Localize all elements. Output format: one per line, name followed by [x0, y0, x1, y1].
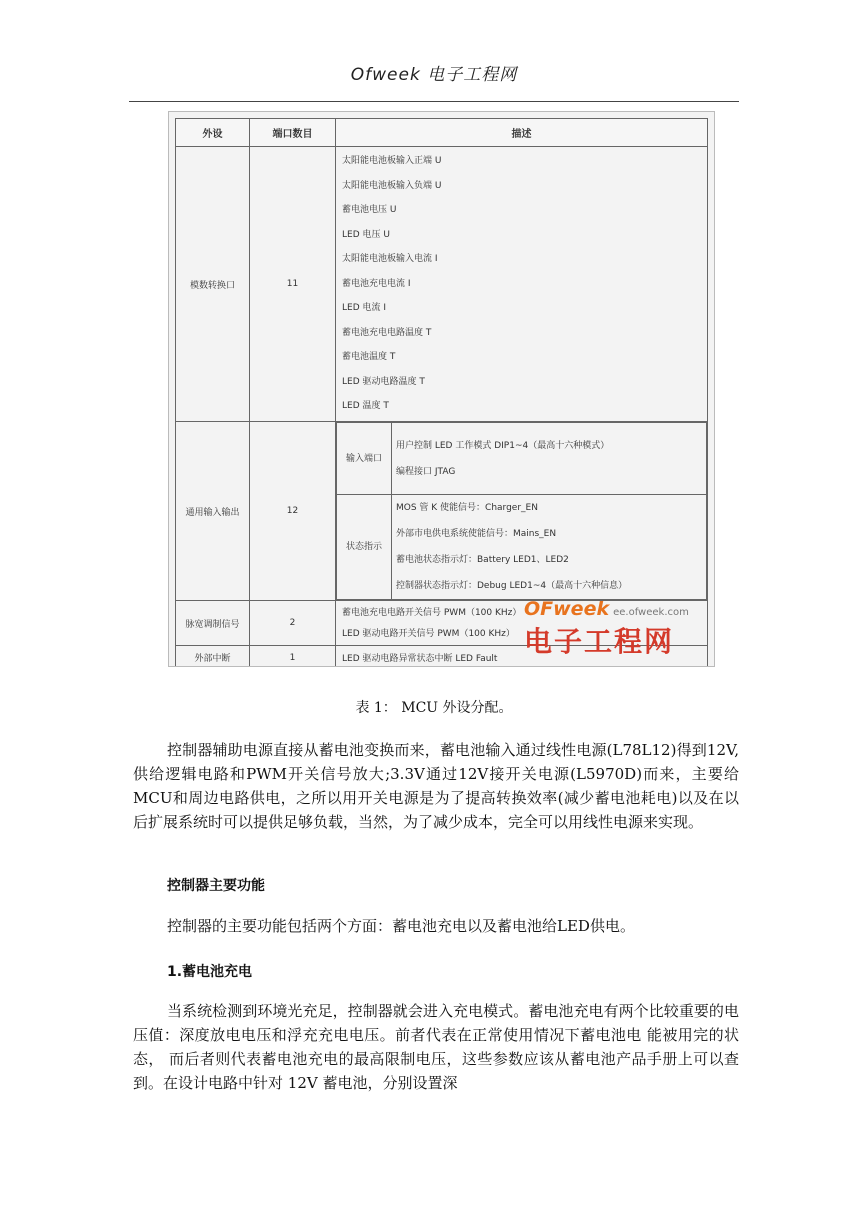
heading-battery-charging: 1.蓄电池充电 — [167, 964, 253, 980]
adc-name: 模数转换口 — [176, 147, 250, 422]
list-item: MOS 管 K 使能信号：Charger_EN — [396, 503, 538, 513]
list-item: 蓄电池充电电流 I — [342, 278, 411, 289]
peripheral-table — [175, 118, 708, 667]
list-item: 太阳能电池板输入正端 U — [342, 156, 442, 166]
adc-count: 11 — [250, 147, 336, 422]
pwm-name: 脉宽调制信号 — [176, 601, 250, 646]
list-item: LED 电流 I — [342, 303, 387, 313]
peripheral-table-image — [168, 111, 715, 667]
pwm-count: 2 — [250, 601, 336, 646]
list-item: 蓄电池电压 U — [342, 205, 397, 215]
col-header-port-count: 端口数目 — [250, 119, 336, 147]
heading-main-functions: 控制器主要功能 — [167, 878, 265, 894]
list-item: 外部市电供电系统使能信号：Mains_EN — [396, 529, 557, 539]
gpio-description — [336, 422, 708, 601]
table-caption: 表 1： MCU 外设分配。 — [355, 700, 513, 716]
table-row-gpio — [176, 422, 708, 601]
watermark-url: ee.ofweek.com — [613, 607, 689, 618]
gpio-input-items — [392, 423, 707, 495]
header-divider — [129, 101, 739, 102]
gpio-input-label: 输入端口 — [337, 423, 392, 495]
list-item: LED 驱动电路温度 T — [342, 376, 425, 387]
gpio-count: 12 — [250, 422, 336, 601]
list-item: 控制器状态指示灯：Debug LED1~4（最高十六种信息） — [396, 581, 628, 591]
ext-count: 1 — [250, 646, 336, 668]
list-item: LED 电压 U — [342, 229, 390, 240]
ext-description: LED 驱动电路异常状态中断 LED Fault — [336, 646, 708, 668]
gpio-name: 通用输入输出 — [176, 422, 250, 601]
gpio-status-items — [392, 495, 707, 600]
paragraph-power-supply: 控制器辅助电源直接从蓄电池变换而来，蓄电池输入通过线性电源(L78L12)得到12V,供给逻辑电路和PWM开关信号放大;3.3V通过12V接开关电源(L5970D)而来，主要给MCU和周边电路供电，之所以用开关电源是为了提高转换效率(减少蓄电池耗电)以及在以后扩展系统时可以提供足够负载，当然，为了减少成本，完全可以用线性电源来实现。 — [133, 741, 739, 831]
list-item: 太阳能电池板输入电流 I — [342, 254, 438, 264]
adc-description — [336, 147, 708, 422]
watermark-logo: OFweek — [524, 598, 610, 620]
ofweek-watermark — [524, 598, 714, 664]
list-item: 太阳能电池板输入负端 U — [342, 180, 442, 191]
col-header-description: 描述 — [336, 119, 708, 147]
list-item: 蓄电池温度 T — [342, 352, 396, 362]
list-item: LED 驱动电路开关信号 PWM（100 KHz） — [342, 629, 515, 639]
table-row-adc — [176, 147, 708, 422]
list-item: 蓄电池充电电路开关信号 PWM（100 KHz） — [342, 608, 522, 618]
ext-name: 外部中断 — [176, 646, 250, 668]
watermark-title: 电子工程网 — [524, 625, 675, 658]
list-item: LED 温度 T — [342, 401, 389, 411]
page-header: Ofweek 电子工程网 — [350, 65, 518, 85]
list-item: 编程接口 JTAG — [396, 466, 456, 477]
list-item: 蓄电池充电电路温度 T — [342, 327, 432, 338]
paragraph-functions: 控制器的主要功能包括两个方面：蓄电池充电以及蓄电池给LED供电。 — [167, 917, 635, 935]
table-header-row — [176, 119, 708, 147]
list-item: 用户控制 LED 工作模式 DIP1~4（最高十六种模式） — [396, 440, 610, 451]
paragraph-charging: 当系统检测到环境光充足，控制器就会进入充电模式。蓄电池充电有两个比较重要的电压值：深度放电电压和浮充充电电压。前者代表在正常使用情况下蓄电池电 能被用完的状态， 而后者则代表蓄电池充电的最高限制电压，这些参数应该从蓄电池产品手册上可以查到。在设计电路中针对 12V 蓄电池，分别设置深 — [133, 1002, 739, 1092]
gpio-subtable — [336, 422, 707, 600]
gpio-status-label: 状态指示 — [337, 495, 392, 600]
col-header-peripheral: 外设 — [176, 119, 250, 147]
list-item: 蓄电池状态指示灯：Battery LED1、LED2 — [396, 555, 569, 565]
